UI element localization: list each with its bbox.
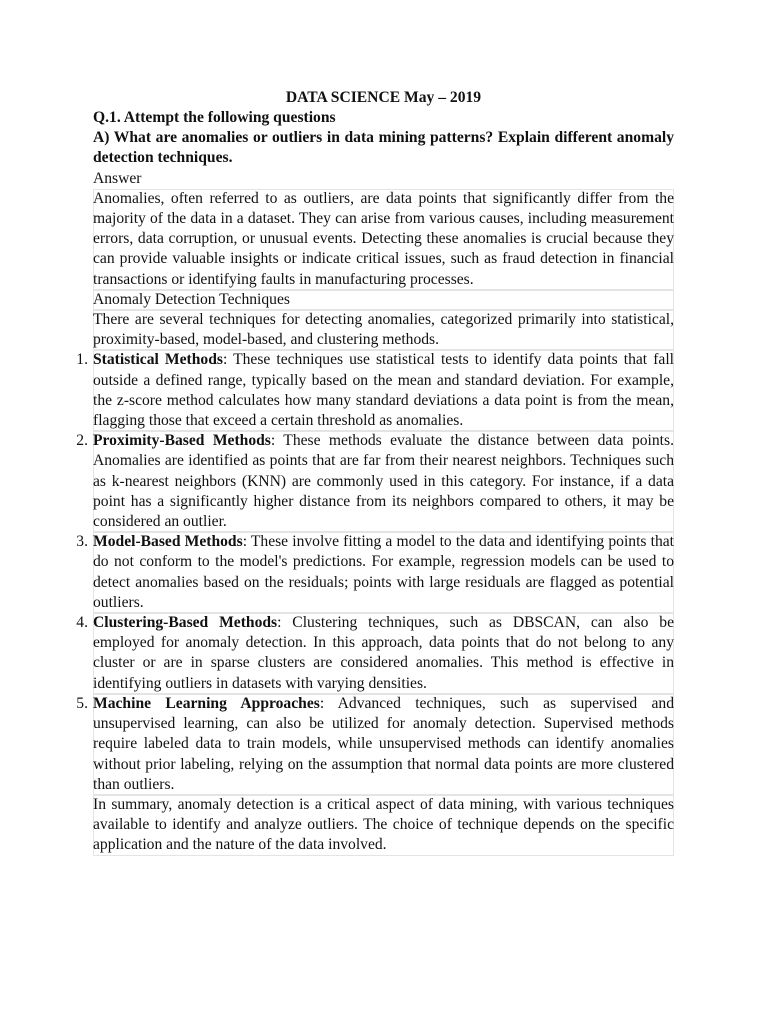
list-number: 3. <box>76 533 88 551</box>
document-title: DATA SCIENCE May – 2019 <box>285 89 482 106</box>
list-number: 4. <box>76 614 88 632</box>
list-number: 1. <box>76 351 88 369</box>
method-text: : These techniques use statistical tests to identify data points that fall outside a defined range, typically based on the mean and standard deviation. For example, the z-score method calculates how many standard deviations a data point is from the mean, flagging those that exceed a certain threshold as anomalies. <box>93 351 674 430</box>
method-text: : Clustering techniques, such as DBSCAN, can also be employed for anomaly detection. In this approach, data points that do not belong to any cluster or are in sparse clusters are considered anomalies. This method is effective in identifying outliers in datasets with varying densities. <box>93 614 675 692</box>
section-intro: There are several techniques for detecting anomalies, categorized primarily into statistical, proximity-based, model-based, and clustering methods. <box>93 310 674 350</box>
question-a: A) What are anomalies or outliers in data mining patterns? Explain different anomaly detection techniques. <box>93 129 674 167</box>
method-term: Statistical Methods <box>93 351 223 369</box>
methods-list <box>76 350 675 794</box>
method-term: Clustering-Based Methods <box>93 614 278 632</box>
summary-paragraph: In summary, anomaly detection is a critical aspect of data mining, with various techniques available to identify and analyze outliers. The choice of technique depends on the specific application and the nature of the data involved. <box>93 795 674 856</box>
method-text: : These methods evaluate the distance between data points. Anomalies are identified as points that are far from their nearest neighbors. Techniques such as k-nearest neighbors (KNN) are commonly used in this category. For instance, if a data point has a significantly higher distance from its neighbors compared to others, it may be considered an outlier. <box>93 432 674 531</box>
document-content <box>76 88 675 856</box>
list-item <box>76 613 675 694</box>
intro-paragraph: Anomalies, often referred to as outliers, are data points that significantly differ from the majority of the data in a dataset. They can arise from various causes, including measurement errors, data corruption, or unusual events. Detecting these anomalies is crucial because they can provide valuable insights or indicate critical issues, such as fraud detection in financial transactions or identifying faults in manufacturing processes. <box>93 189 674 290</box>
list-item <box>76 532 674 613</box>
list-item <box>76 350 674 431</box>
list-number: 2. <box>76 432 88 450</box>
list-item <box>76 694 674 795</box>
method-term: Model-Based Methods <box>93 533 243 551</box>
method-term: Machine Learning Approaches <box>93 694 320 712</box>
list-item <box>76 431 674 532</box>
list-number: 5. <box>76 694 88 712</box>
method-text: : These involve fitting a model to the data and identifying points that do not conform to the model's predictions. For example, regression models can be used to detect anomalies based on the residuals; points with large residuals are flagged as potential outliers. <box>93 533 674 611</box>
question-header: Q.1. Attempt the following questions <box>93 109 336 126</box>
answer-label: Answer <box>93 169 142 187</box>
method-text: : Advanced techniques, such as supervised and unsupervised learning, can also be utilized for anomaly detection. Supervised methods require labeled data to train models, while unsupervised methods can identify anomalies without prior labeling, relying on the assumption that normal data points are more clustered than outliers. <box>93 694 674 793</box>
method-term: Proximity-Based Methods <box>93 432 271 450</box>
section-title: Anomaly Detection Techniques <box>93 290 674 310</box>
